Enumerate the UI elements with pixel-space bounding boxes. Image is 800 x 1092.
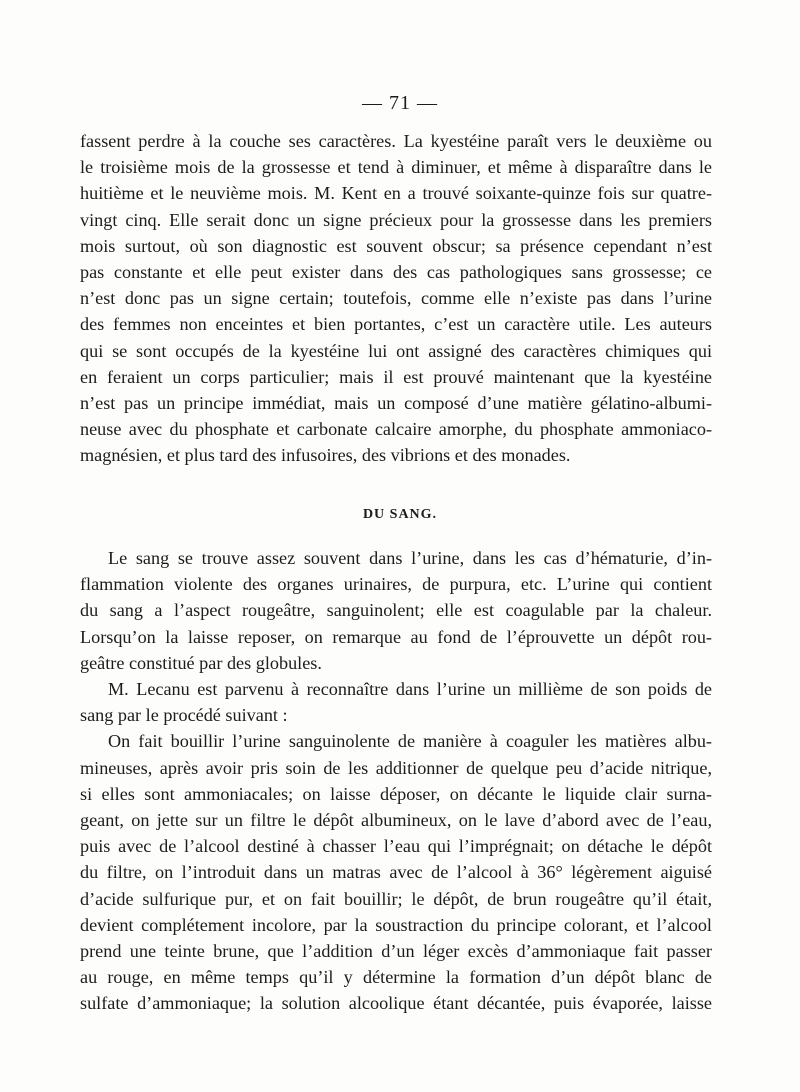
- text-line: du sang a l’aspect rougeâtre, sanguinolent; elle est coagulable par la chaleur.: [80, 600, 712, 621]
- section-body: [80, 545, 712, 1017]
- text-line: M. Lecanu est parvenu à reconnaître dans l’urine un millième de son poids de: [108, 679, 712, 700]
- text-line: On fait bouillir l’urine sanguinolente de manière à coaguler les matières albu-: [108, 731, 712, 752]
- text-line: devient complétement incolore, par la soustraction du principe colorant, et l’alcool: [80, 914, 712, 935]
- paragraph-text: [80, 128, 712, 469]
- text-line: mineuses, après avoir pris soin de les additionner de quelque peu d’acide nitrique,: [80, 757, 712, 778]
- text-line: mois surtout, où son diagnostic est souvent obscur; sa présence cependant n’est: [80, 235, 712, 256]
- text-line: n’est pas un principe immédiat, mais un composé d’une matière gélatino-albumi-: [80, 393, 712, 414]
- text-line: Le sang se trouve assez souvent dans l’urine, dans les cas d’hématurie, d’in-: [108, 548, 712, 568]
- text-line: puis avec de l’alcool destiné à chasser l’eau qui l’imprégnait; on détache le dépôt: [80, 836, 712, 857]
- text-line: en feraient un corps particulier; mais il est prouvé maintenant que la kyestéine: [80, 366, 712, 387]
- text-line: pas constante et elle peut exister dans des cas pathologiques sans grossesse; ce: [80, 262, 712, 283]
- paragraph-lecanu: [80, 676, 712, 728]
- text-line: neuse avec du phosphate et carbonate calcaire amorphe, du phosphate ammoniaco-: [80, 419, 712, 440]
- text-line: vingt cinq. Elle serait donc un signe précieux pour la grossesse dans les premiers: [80, 209, 712, 230]
- text-line: n’est donc pas un signe certain; toutefois, comme elle n’existe pas dans l’urine: [80, 288, 712, 309]
- text-line: flammation violente des organes urinaires, de purpura, etc. L’urine qui contient: [80, 574, 712, 595]
- text-line: d’acide sulfurique pur, et on fait bouillir; le dépôt, de brun rougeâtre qu’il était,: [80, 888, 712, 909]
- text-line: au rouge, en même temps qu’il y détermine la formation d’un dépôt blanc de: [80, 967, 712, 988]
- page-number: — 71 —: [362, 92, 438, 114]
- text-line: Lorsqu’on la laisse reposer, on remarque au fond de l’éprouvette un dépôt rou-: [80, 626, 712, 647]
- text-line: geâtre constitué par des globules.: [80, 652, 322, 673]
- text-line: sang par le procédé suivant :: [80, 705, 288, 726]
- paragraph-procedure: [80, 728, 712, 1016]
- text-line: sulfate d’ammoniaque; la solution alcoolique étant décantée, puis évaporée, laisse: [80, 993, 712, 1014]
- text-line: geant, on jette sur un filtre le dépôt albumineux, on le lave d’abord avec de l’eau,: [80, 810, 712, 831]
- section-heading: DU SANG.: [362, 507, 438, 522]
- text-line: qui se sont occupés de la kyestéine lui ont assigné des caractères chimiques qui: [80, 340, 712, 361]
- paragraph-sang-intro: [80, 545, 712, 676]
- paragraph-kyesteine: [80, 128, 712, 469]
- text-line: huitième et le neuvième mois. M. Kent en a trouvé soixante-quinze fois sur quatre-: [80, 183, 712, 204]
- text-line: prend une teinte brune, que l’addition d’un léger excès d’ammoniaque fait passer: [80, 941, 712, 962]
- text-line: fassent perdre à la couche ses caractères. La kyestéine paraît vers le deuxième ou: [80, 131, 712, 151]
- text-line: le troisième mois de la grossesse et tend à diminuer, et même à disparaître dans le: [80, 157, 712, 178]
- text-line: magnésien, et plus tard des infusoires, des vibrions et des monades.: [80, 445, 571, 466]
- text-line: du filtre, on l’introduit dans un matras avec de l’alcool à 36° légèrement aiguisé: [80, 862, 712, 883]
- text-line: des femmes non enceintes et bien portantes, c’est un caractère utile. Les auteurs: [80, 314, 712, 335]
- text-line: si elles sont ammoniacales; on laisse déposer, on décante le liquide clair surna-: [80, 783, 712, 804]
